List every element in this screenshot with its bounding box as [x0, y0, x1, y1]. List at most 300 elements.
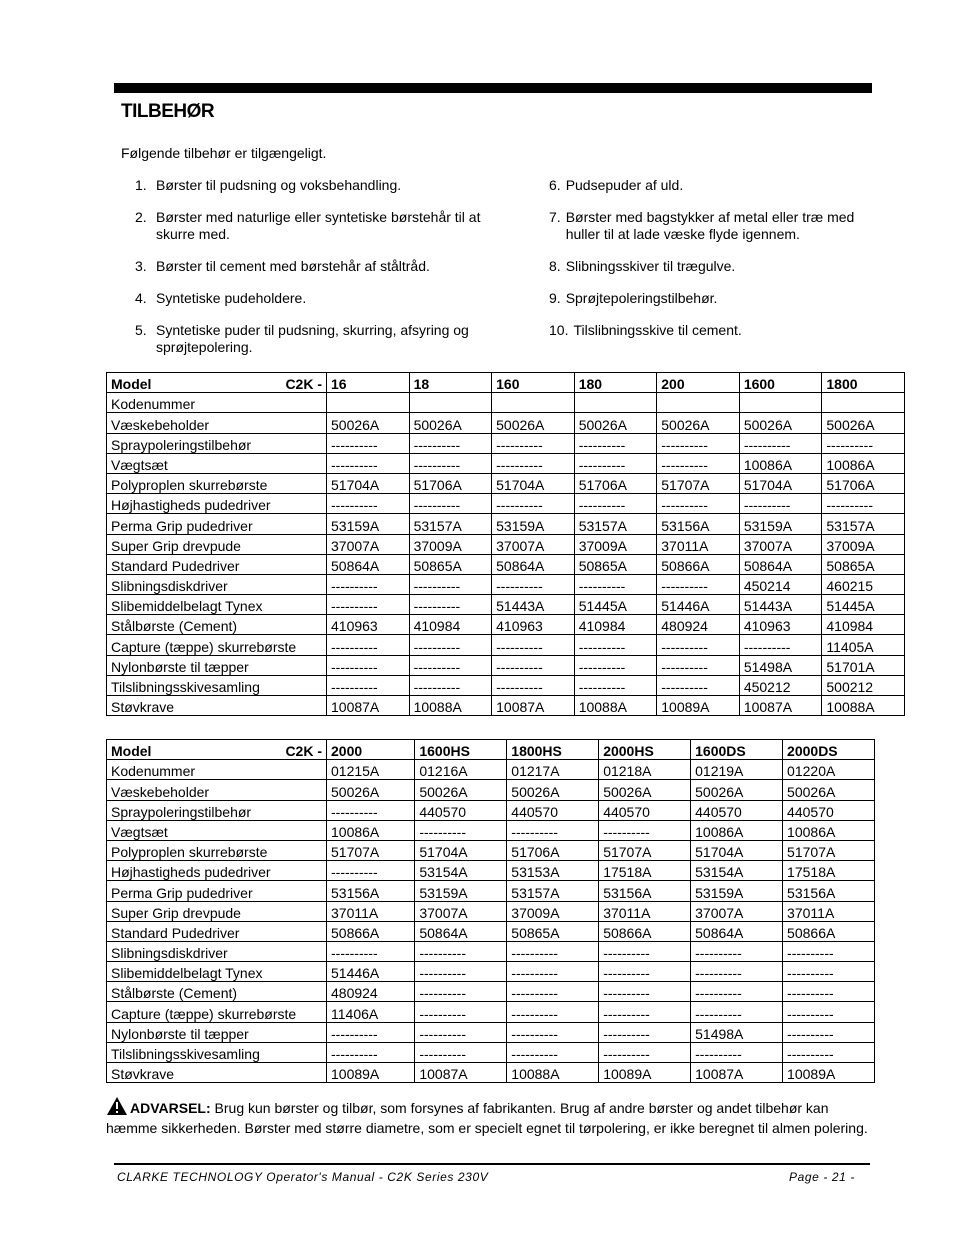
list-item	[549, 209, 879, 243]
table-cell: ----------	[492, 574, 575, 594]
table-cell: 10087A	[415, 1063, 507, 1083]
column-header: 16	[327, 373, 410, 393]
table-row	[107, 780, 875, 800]
table-cell: ----------	[691, 1042, 783, 1062]
list-item-number: 1.	[135, 177, 147, 193]
table-cell: 10086A	[783, 820, 875, 840]
table-cell: ----------	[409, 494, 492, 514]
list-item-text: Børster med naturlige eller syntetiske børstehår til at skurre med.	[156, 209, 481, 242]
table-cell: 51707A	[657, 473, 740, 493]
table-cell: 53159A	[415, 881, 507, 901]
row-label: Slibemiddelbelagt Tynex	[107, 962, 327, 982]
table-cell: 53157A	[574, 514, 657, 534]
row-label: Vægtsæt	[107, 820, 327, 840]
list-item	[549, 177, 879, 194]
table-cell: 50026A	[657, 413, 740, 433]
table-cell: 53156A	[657, 514, 740, 534]
table-cell: 51443A	[492, 595, 575, 615]
table-row	[107, 861, 875, 881]
table-cell: 50026A	[574, 413, 657, 433]
table-cell: ----------	[691, 962, 783, 982]
table-cell: ----------	[409, 635, 492, 655]
table-row	[107, 921, 875, 941]
table-header-row	[107, 740, 875, 760]
table-cell: 53159A	[327, 514, 410, 534]
table-cell: 50026A	[327, 780, 415, 800]
table-cell: 37007A	[415, 901, 507, 921]
list-item-number: 6.	[549, 177, 561, 193]
table-cell: 51706A	[822, 473, 905, 493]
list-item	[549, 322, 879, 339]
table-cell: 480924	[327, 982, 415, 1002]
table-cell: 53159A	[691, 881, 783, 901]
row-label: Væskebeholder	[107, 780, 327, 800]
table-cell: 50026A	[822, 413, 905, 433]
table-cell: ----------	[599, 962, 691, 982]
table-cell: ----------	[492, 675, 575, 695]
row-label: Super Grip drevpude	[107, 901, 327, 921]
table-cell: 50866A	[599, 921, 691, 941]
column-header: 1600	[739, 373, 822, 393]
column-header: 18	[409, 373, 492, 393]
table-cell: 440570	[783, 800, 875, 820]
row-label: Spraypoleringstilbehør	[107, 800, 327, 820]
list-item-text: Slibningsskiver til trægulve.	[565, 258, 736, 274]
table-cell: ----------	[657, 453, 740, 473]
list-item-number: 5.	[135, 322, 147, 338]
table-cell: ----------	[739, 494, 822, 514]
column-header: 1800HS	[507, 740, 599, 760]
accessory-table-1	[106, 372, 905, 716]
table-row	[107, 514, 905, 534]
row-label: Polyproplen skurrebørste	[107, 473, 327, 493]
table-cell: 51443A	[739, 595, 822, 615]
table-cell: ----------	[409, 574, 492, 594]
table-row	[107, 760, 875, 780]
accessory-list-right	[549, 177, 879, 354]
table-cell: 37009A	[822, 534, 905, 554]
table-cell: 410963	[327, 615, 410, 635]
table-cell: 50026A	[783, 780, 875, 800]
table-cell: ----------	[409, 655, 492, 675]
table-cell: ----------	[492, 453, 575, 473]
table-cell: ----------	[783, 962, 875, 982]
table-row	[107, 675, 905, 695]
table-row	[107, 941, 875, 961]
table-cell: 440570	[691, 800, 783, 820]
table-cell: 10089A	[599, 1063, 691, 1083]
table-cell: 37009A	[574, 534, 657, 554]
table-cell: 50865A	[574, 554, 657, 574]
table-cell: ----------	[783, 1042, 875, 1062]
table-cell: 37007A	[691, 901, 783, 921]
list-item	[135, 209, 515, 243]
table-cell: ----------	[327, 655, 410, 675]
table-cell: 11406A	[327, 1002, 415, 1022]
table-cell: 50866A	[327, 921, 415, 941]
list-item	[135, 290, 515, 307]
accessory-table-2	[106, 739, 875, 1083]
table-row	[107, 393, 905, 413]
row-label: Slibningsdiskdriver	[107, 941, 327, 961]
list-item-text: Tilslibningsskive til cement.	[573, 322, 742, 338]
table-cell: 50866A	[783, 921, 875, 941]
table-cell: ----------	[327, 635, 410, 655]
table-cell: ----------	[574, 494, 657, 514]
table-cell: 50026A	[739, 413, 822, 433]
list-item-number: 2.	[135, 209, 147, 225]
table-row	[107, 595, 905, 615]
table-cell: 10088A	[822, 696, 905, 716]
table-cell: ----------	[492, 433, 575, 453]
table-cell	[739, 393, 822, 413]
table-cell: ----------	[415, 1042, 507, 1062]
table-cell: ----------	[739, 635, 822, 655]
table-cell: 450214	[739, 574, 822, 594]
table-row	[107, 982, 875, 1002]
list-item-number: 9.	[549, 290, 561, 306]
table-cell: 17518A	[599, 861, 691, 881]
intro-text: Følgende tilbehør er tilgængeligt.	[121, 145, 327, 161]
table-cell: ----------	[599, 941, 691, 961]
row-label: Nylonbørste til tæpper	[107, 655, 327, 675]
table-cell: ----------	[409, 595, 492, 615]
table-row	[107, 800, 875, 820]
table-row	[107, 453, 905, 473]
table-cell: 37009A	[409, 534, 492, 554]
column-header: 200	[657, 373, 740, 393]
table-cell: ----------	[415, 1002, 507, 1022]
table-cell: 37011A	[783, 901, 875, 921]
table-cell: ----------	[599, 1042, 691, 1062]
table-cell: 50864A	[691, 921, 783, 941]
table-cell: ----------	[657, 635, 740, 655]
table-row	[107, 696, 905, 716]
table-cell: ----------	[327, 1022, 415, 1042]
table-cell	[574, 393, 657, 413]
list-item-text: Pudsepuder af uld.	[565, 177, 684, 193]
table-cell: ----------	[327, 595, 410, 615]
table-cell: 10088A	[409, 696, 492, 716]
column-header: 160	[492, 373, 575, 393]
table-cell: 50866A	[657, 554, 740, 574]
table-cell: 500212	[822, 675, 905, 695]
table-header-row	[107, 373, 905, 393]
table-cell: ----------	[783, 982, 875, 1002]
table-cell: 53157A	[507, 881, 599, 901]
table-cell: 11405A	[822, 635, 905, 655]
column-header: 1600HS	[415, 740, 507, 760]
table-cell: 50864A	[492, 554, 575, 574]
table-cell: 10089A	[783, 1063, 875, 1083]
table-row	[107, 574, 905, 594]
table-cell: 51707A	[783, 840, 875, 860]
table-cell: 53159A	[492, 514, 575, 534]
table-cell: ----------	[574, 655, 657, 675]
table-cell: ----------	[822, 433, 905, 453]
table-cell: ----------	[409, 433, 492, 453]
table-cell: 51445A	[822, 595, 905, 615]
table-cell: ----------	[599, 820, 691, 840]
table-row	[107, 554, 905, 574]
table-cell: 50865A	[409, 554, 492, 574]
table-cell: ----------	[739, 433, 822, 453]
table-cell: 10086A	[739, 453, 822, 473]
table-cell: 10087A	[327, 696, 410, 716]
table-cell: 51704A	[415, 840, 507, 860]
table-cell: 10087A	[691, 1063, 783, 1083]
table-cell: 10089A	[327, 1063, 415, 1083]
row-label: Slibemiddelbelagt Tynex	[107, 595, 327, 615]
page-title: TILBEHØR	[121, 101, 215, 122]
list-item-number: 3.	[135, 258, 147, 274]
table-cell: 51706A	[507, 840, 599, 860]
row-label: Super Grip drevpude	[107, 534, 327, 554]
list-item-number: 7.	[549, 209, 561, 225]
table-row	[107, 615, 905, 635]
row-label: Polyproplen skurrebørste	[107, 840, 327, 860]
list-item	[135, 322, 515, 356]
table-cell: ----------	[415, 820, 507, 840]
table-cell: 50026A	[599, 780, 691, 800]
row-label: Standard Pudedriver	[107, 921, 327, 941]
table-cell: 50026A	[507, 780, 599, 800]
warning-triangle-icon	[106, 1096, 128, 1116]
row-label: Perma Grip pudedriver	[107, 514, 327, 534]
table-cell: ----------	[327, 675, 410, 695]
table-cell: ----------	[574, 635, 657, 655]
table-cell: ----------	[507, 982, 599, 1002]
table-cell: 480924	[657, 615, 740, 635]
table-cell: 440570	[415, 800, 507, 820]
series-label: C2K -	[285, 743, 322, 760]
table-cell: 450212	[739, 675, 822, 695]
table-cell: 53159A	[739, 514, 822, 534]
table-cell: ----------	[507, 941, 599, 961]
table-row	[107, 962, 875, 982]
row-label: Slibningsdiskdriver	[107, 574, 327, 594]
list-item-text: Børster til cement med børstehår af ståltråd.	[156, 258, 430, 274]
table-cell: ----------	[822, 494, 905, 514]
table-cell: 410963	[492, 615, 575, 635]
table-cell: ----------	[507, 1022, 599, 1042]
table-cell	[822, 393, 905, 413]
table-cell: ----------	[327, 433, 410, 453]
table-cell: 10087A	[492, 696, 575, 716]
table-cell: ----------	[492, 494, 575, 514]
table-cell: ----------	[657, 675, 740, 695]
table-cell: 50864A	[327, 554, 410, 574]
table-cell: ----------	[783, 1022, 875, 1042]
table-row	[107, 1002, 875, 1022]
row-label: Stålbørste (Cement)	[107, 982, 327, 1002]
list-item-text: Syntetiske puder til pudsning, skurring, afsyring og sprøjtepolering.	[156, 322, 469, 355]
table-cell: ----------	[507, 820, 599, 840]
table-cell: ----------	[574, 574, 657, 594]
table-cell: 53157A	[409, 514, 492, 534]
column-header: 2000HS	[599, 740, 691, 760]
column-header: 2000DS	[783, 740, 875, 760]
table-cell: ----------	[507, 1042, 599, 1062]
model-header-cell	[107, 373, 327, 393]
list-item-number: 10.	[549, 322, 569, 338]
table-cell: ----------	[599, 982, 691, 1002]
table-row	[107, 1063, 875, 1083]
table-cell: 51446A	[657, 595, 740, 615]
table-cell: ----------	[657, 433, 740, 453]
list-item-text: Syntetiske pudeholdere.	[156, 290, 307, 306]
table-cell: 53157A	[822, 514, 905, 534]
table-cell: 10089A	[657, 696, 740, 716]
row-label: Væskebeholder	[107, 413, 327, 433]
row-label: Capture (tæppe) skurrebørste	[107, 1002, 327, 1022]
table-cell: ----------	[492, 635, 575, 655]
table-cell: 37007A	[492, 534, 575, 554]
series-label: C2K -	[285, 376, 322, 393]
table-cell: ----------	[691, 941, 783, 961]
table-cell: 51445A	[574, 595, 657, 615]
table-cell: 440570	[599, 800, 691, 820]
row-label: Højhastigheds pudedriver	[107, 494, 327, 514]
table-cell: 50026A	[409, 413, 492, 433]
table-cell: 10087A	[739, 696, 822, 716]
table-cell: 53153A	[507, 861, 599, 881]
table-cell: 50864A	[739, 554, 822, 574]
table-cell: 460215	[822, 574, 905, 594]
table-cell: 53156A	[783, 881, 875, 901]
table-cell: 50865A	[507, 921, 599, 941]
table-cell: ----------	[657, 574, 740, 594]
row-label: Perma Grip pudedriver	[107, 881, 327, 901]
table-cell: ----------	[574, 433, 657, 453]
table-cell: 17518A	[783, 861, 875, 881]
table-cell: ----------	[327, 800, 415, 820]
table-cell: 01217A	[507, 760, 599, 780]
warning-label: ADVARSEL:	[130, 1100, 211, 1116]
table-cell: 51706A	[409, 473, 492, 493]
list-item-text: Børster til pudsning og voksbehandling.	[156, 177, 402, 193]
table-cell: ----------	[507, 1002, 599, 1022]
row-label: Støvkrave	[107, 1063, 327, 1083]
table-cell: 01218A	[599, 760, 691, 780]
list-item	[135, 258, 515, 275]
row-label: Spraypoleringstilbehør	[107, 433, 327, 453]
table-cell: ----------	[574, 453, 657, 473]
warning-text: Brug kun børster og tilbør, som forsynes af fabrikanten. Brug af andre børster og andet tilbehør kan hæmme sikkerheden. Børster med større diametre, som er specielt egnet til tørpolering, er ikke beregnet til almen polering.	[106, 1100, 868, 1136]
table-cell: 51707A	[327, 840, 415, 860]
table-cell	[657, 393, 740, 413]
table-cell: 51498A	[691, 1022, 783, 1042]
table-row	[107, 901, 875, 921]
table-cell: 01215A	[327, 760, 415, 780]
table-cell: ----------	[415, 962, 507, 982]
table-cell: 51707A	[599, 840, 691, 860]
table-row	[107, 635, 905, 655]
table-row	[107, 840, 875, 860]
row-label: Standard Pudedriver	[107, 554, 327, 574]
table-cell: ----------	[657, 655, 740, 675]
column-header: 1600DS	[691, 740, 783, 760]
table-cell: 50026A	[492, 413, 575, 433]
model-label: Model	[111, 743, 152, 760]
table-cell: 50026A	[327, 413, 410, 433]
table-cell: 410984	[574, 615, 657, 635]
table-cell: 37009A	[507, 901, 599, 921]
table-cell: ----------	[327, 1042, 415, 1062]
table-row	[107, 655, 905, 675]
top-rule	[114, 83, 872, 93]
table-cell: 51704A	[492, 473, 575, 493]
table-row	[107, 413, 905, 433]
table-cell: 51446A	[327, 962, 415, 982]
table-cell: 10086A	[822, 453, 905, 473]
accessory-list-left	[135, 177, 515, 371]
row-label: Tilslibningsskivesamling	[107, 675, 327, 695]
table-cell: 51498A	[739, 655, 822, 675]
table-cell: 51704A	[327, 473, 410, 493]
table-cell: ----------	[783, 941, 875, 961]
table-cell: 37011A	[657, 534, 740, 554]
table-cell	[327, 393, 410, 413]
model-header-cell	[107, 740, 327, 760]
table-cell: ----------	[691, 982, 783, 1002]
table-cell: 01216A	[415, 760, 507, 780]
table-row	[107, 1022, 875, 1042]
table-cell	[409, 393, 492, 413]
row-label: Stålbørste (Cement)	[107, 615, 327, 635]
table-cell: 37011A	[327, 901, 415, 921]
list-item-text: Sprøjtepoleringstilbehør.	[565, 290, 718, 306]
table-cell: ----------	[327, 453, 410, 473]
column-header: 1800	[822, 373, 905, 393]
table-cell: 50865A	[822, 554, 905, 574]
table-cell: 410984	[409, 615, 492, 635]
table-row	[107, 433, 905, 453]
table-cell: 10088A	[507, 1063, 599, 1083]
table-cell: 10086A	[691, 820, 783, 840]
table-cell: ----------	[574, 675, 657, 695]
row-label: Nylonbørste til tæpper	[107, 1022, 327, 1042]
table-cell: 50864A	[415, 921, 507, 941]
table-cell: ----------	[783, 1002, 875, 1022]
table-cell: ----------	[415, 1022, 507, 1042]
table-cell: 53156A	[599, 881, 691, 901]
table-cell: ----------	[327, 494, 410, 514]
table-cell: ----------	[691, 1002, 783, 1022]
table-cell: 50026A	[415, 780, 507, 800]
table-cell: 410963	[739, 615, 822, 635]
footer-manual-title: CLARKE TECHNOLOGY Operator's Manual - C2K Series 230V	[117, 1170, 489, 1184]
row-label: Tilslibningsskivesamling	[107, 1042, 327, 1062]
table-cell: ----------	[409, 675, 492, 695]
table-row	[107, 820, 875, 840]
list-item	[549, 258, 879, 275]
row-label: Capture (tæppe) skurrebørste	[107, 635, 327, 655]
footer-page-number: Page - 21 -	[789, 1170, 855, 1184]
table-cell: ----------	[657, 494, 740, 514]
table-cell: 53154A	[415, 861, 507, 881]
row-label: Kodenummer	[107, 760, 327, 780]
table-cell: 51701A	[822, 655, 905, 675]
table-cell: ----------	[599, 1002, 691, 1022]
table-cell: 01219A	[691, 760, 783, 780]
table-cell: 440570	[507, 800, 599, 820]
table-cell: ----------	[599, 1022, 691, 1042]
table-cell: 37011A	[599, 901, 691, 921]
column-header: 180	[574, 373, 657, 393]
table-cell: 53156A	[327, 881, 415, 901]
table-cell: ----------	[409, 453, 492, 473]
